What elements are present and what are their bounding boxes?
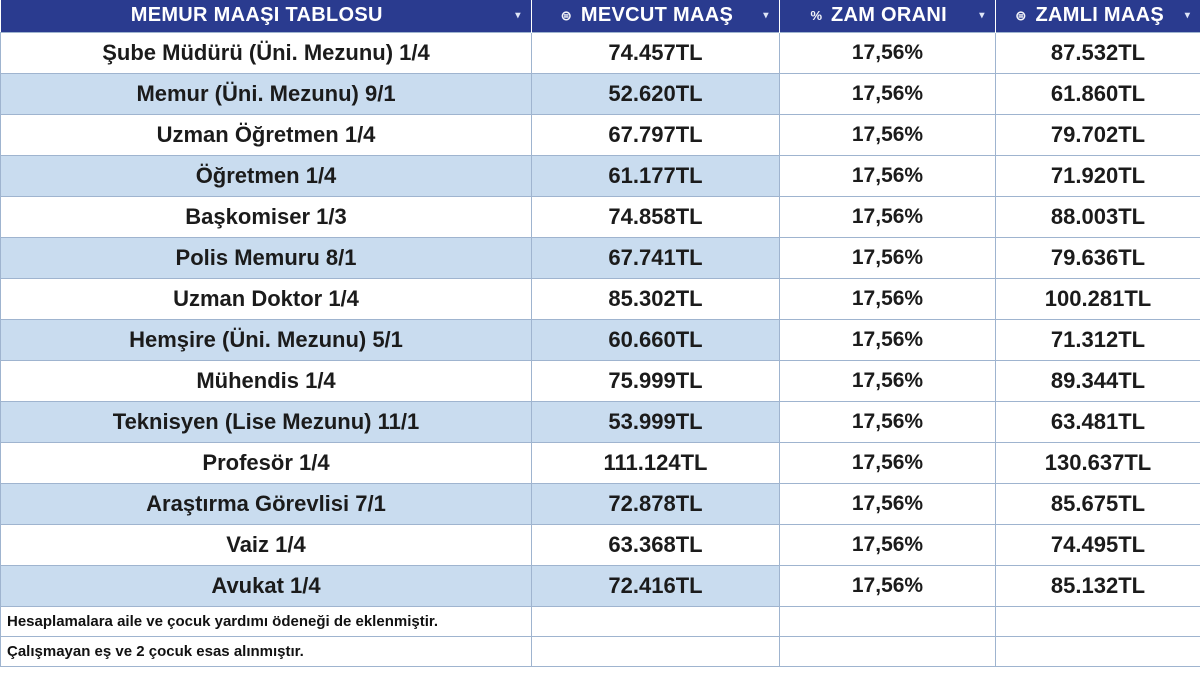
row-current-salary: 85.302TL xyxy=(532,278,780,319)
table-note: Çalışmayan eş ve 2 çocuk esas alınmıştır. xyxy=(1,636,532,666)
column-header-new-salary-label: ZAMLI MAAŞ xyxy=(1035,4,1165,27)
row-raise-rate: 17,56% xyxy=(780,114,996,155)
row-raise-rate: 17,56% xyxy=(780,32,996,73)
row-raise-rate: 17,56% xyxy=(780,524,996,565)
table-row xyxy=(1,32,1200,73)
row-new-salary: 89.344TL xyxy=(996,360,1200,401)
row-current-salary: 67.741TL xyxy=(532,237,780,278)
column-header-new-salary[interactable] xyxy=(996,0,1200,32)
row-current-salary: 74.858TL xyxy=(532,196,780,237)
column-header-current-salary-label: MEVCUT MAAŞ xyxy=(580,4,734,27)
table-row xyxy=(1,319,1200,360)
table-row xyxy=(1,278,1200,319)
row-new-salary: 87.532TL xyxy=(996,32,1200,73)
row-new-salary: 100.281TL xyxy=(996,278,1200,319)
row-new-salary: 130.637TL xyxy=(996,442,1200,483)
row-raise-rate: 17,56% xyxy=(780,196,996,237)
table-row xyxy=(1,565,1200,606)
row-new-salary: 61.860TL xyxy=(996,73,1200,114)
chevron-down-icon[interactable]: ▾ xyxy=(763,10,769,22)
row-new-salary: 71.920TL xyxy=(996,155,1200,196)
column-header-title[interactable] xyxy=(1,0,532,32)
table-note-row xyxy=(1,606,1200,636)
row-raise-rate: 17,56% xyxy=(780,155,996,196)
row-title: Avukat 1/4 xyxy=(1,565,532,606)
table-note-blank-cell xyxy=(996,636,1200,666)
row-raise-rate: 17,56% xyxy=(780,401,996,442)
row-raise-rate: 17,56% xyxy=(780,483,996,524)
column-header-raise-rate[interactable] xyxy=(780,0,996,32)
row-title: Teknisyen (Lise Mezunu) 11/1 xyxy=(1,401,532,442)
row-new-salary: 85.132TL xyxy=(996,565,1200,606)
row-title: Polis Memuru 8/1 xyxy=(1,237,532,278)
row-current-salary: 60.660TL xyxy=(532,319,780,360)
row-title: Hemşire (Üni. Mezunu) 5/1 xyxy=(1,319,532,360)
row-title: Vaiz 1/4 xyxy=(1,524,532,565)
percent-icon: % xyxy=(810,8,823,24)
table-row xyxy=(1,73,1200,114)
chevron-down-icon[interactable]: ▾ xyxy=(515,10,521,22)
row-new-salary: 63.481TL xyxy=(996,401,1200,442)
row-current-salary: 75.999TL xyxy=(532,360,780,401)
row-new-salary: 88.003TL xyxy=(996,196,1200,237)
table-row xyxy=(1,360,1200,401)
row-current-salary: 63.368TL xyxy=(532,524,780,565)
row-current-salary: 72.878TL xyxy=(532,483,780,524)
row-raise-rate: 17,56% xyxy=(780,360,996,401)
chevron-down-icon[interactable]: ▾ xyxy=(979,10,985,22)
row-current-salary: 53.999TL xyxy=(532,401,780,442)
row-title: Mühendis 1/4 xyxy=(1,360,532,401)
table-note-blank-cell xyxy=(532,636,780,666)
row-raise-rate: 17,56% xyxy=(780,73,996,114)
chevron-down-icon[interactable]: ▾ xyxy=(1184,10,1191,22)
row-raise-rate: 17,56% xyxy=(780,442,996,483)
table-row xyxy=(1,442,1200,483)
row-current-salary: 52.620TL xyxy=(532,73,780,114)
row-title: Memur (Üni. Mezunu) 9/1 xyxy=(1,73,532,114)
header-row xyxy=(1,0,1200,32)
row-new-salary: 74.495TL xyxy=(996,524,1200,565)
table-note-blank-cell xyxy=(996,606,1200,636)
currency-icon: ⊜ xyxy=(1015,8,1027,24)
table-row xyxy=(1,237,1200,278)
table-header xyxy=(1,0,1200,32)
row-title: Uzman Doktor 1/4 xyxy=(1,278,532,319)
row-raise-rate: 17,56% xyxy=(780,565,996,606)
table-note-blank-cell xyxy=(780,636,996,666)
currency-icon: ⊜ xyxy=(560,8,572,24)
table-row xyxy=(1,196,1200,237)
row-current-salary: 111.124TL xyxy=(532,442,780,483)
table-row xyxy=(1,114,1200,155)
row-new-salary: 71.312TL xyxy=(996,319,1200,360)
row-title: Uzman Öğretmen 1/4 xyxy=(1,114,532,155)
table-note-blank-cell xyxy=(532,606,780,636)
row-new-salary: 79.702TL xyxy=(996,114,1200,155)
row-current-salary: 72.416TL xyxy=(532,565,780,606)
row-raise-rate: 17,56% xyxy=(780,278,996,319)
table-row xyxy=(1,401,1200,442)
row-current-salary: 74.457TL xyxy=(532,32,780,73)
row-title: Araştırma Görevlisi 7/1 xyxy=(1,483,532,524)
column-header-current-salary[interactable] xyxy=(532,0,780,32)
row-title: Şube Müdürü (Üni. Mezunu) 1/4 xyxy=(1,32,532,73)
table-note: Hesaplamalara aile ve çocuk yardımı ödeneği de eklenmiştir. xyxy=(1,606,532,636)
table-row xyxy=(1,524,1200,565)
row-title: Öğretmen 1/4 xyxy=(1,155,532,196)
table-body xyxy=(1,32,1200,666)
row-current-salary: 67.797TL xyxy=(532,114,780,155)
row-current-salary: 61.177TL xyxy=(532,155,780,196)
table-row xyxy=(1,483,1200,524)
row-title: Başkomiser 1/3 xyxy=(1,196,532,237)
column-header-raise-rate-label: ZAM ORANI xyxy=(830,4,948,27)
row-new-salary: 85.675TL xyxy=(996,483,1200,524)
column-header-title-label: MEMUR MAAŞI TABLOSU xyxy=(130,4,383,27)
row-new-salary: 79.636TL xyxy=(996,237,1200,278)
row-raise-rate: 17,56% xyxy=(780,319,996,360)
row-title: Profesör 1/4 xyxy=(1,442,532,483)
row-raise-rate: 17,56% xyxy=(780,237,996,278)
table-note-blank-cell xyxy=(780,606,996,636)
table-row xyxy=(1,155,1200,196)
table-note-row xyxy=(1,636,1200,666)
